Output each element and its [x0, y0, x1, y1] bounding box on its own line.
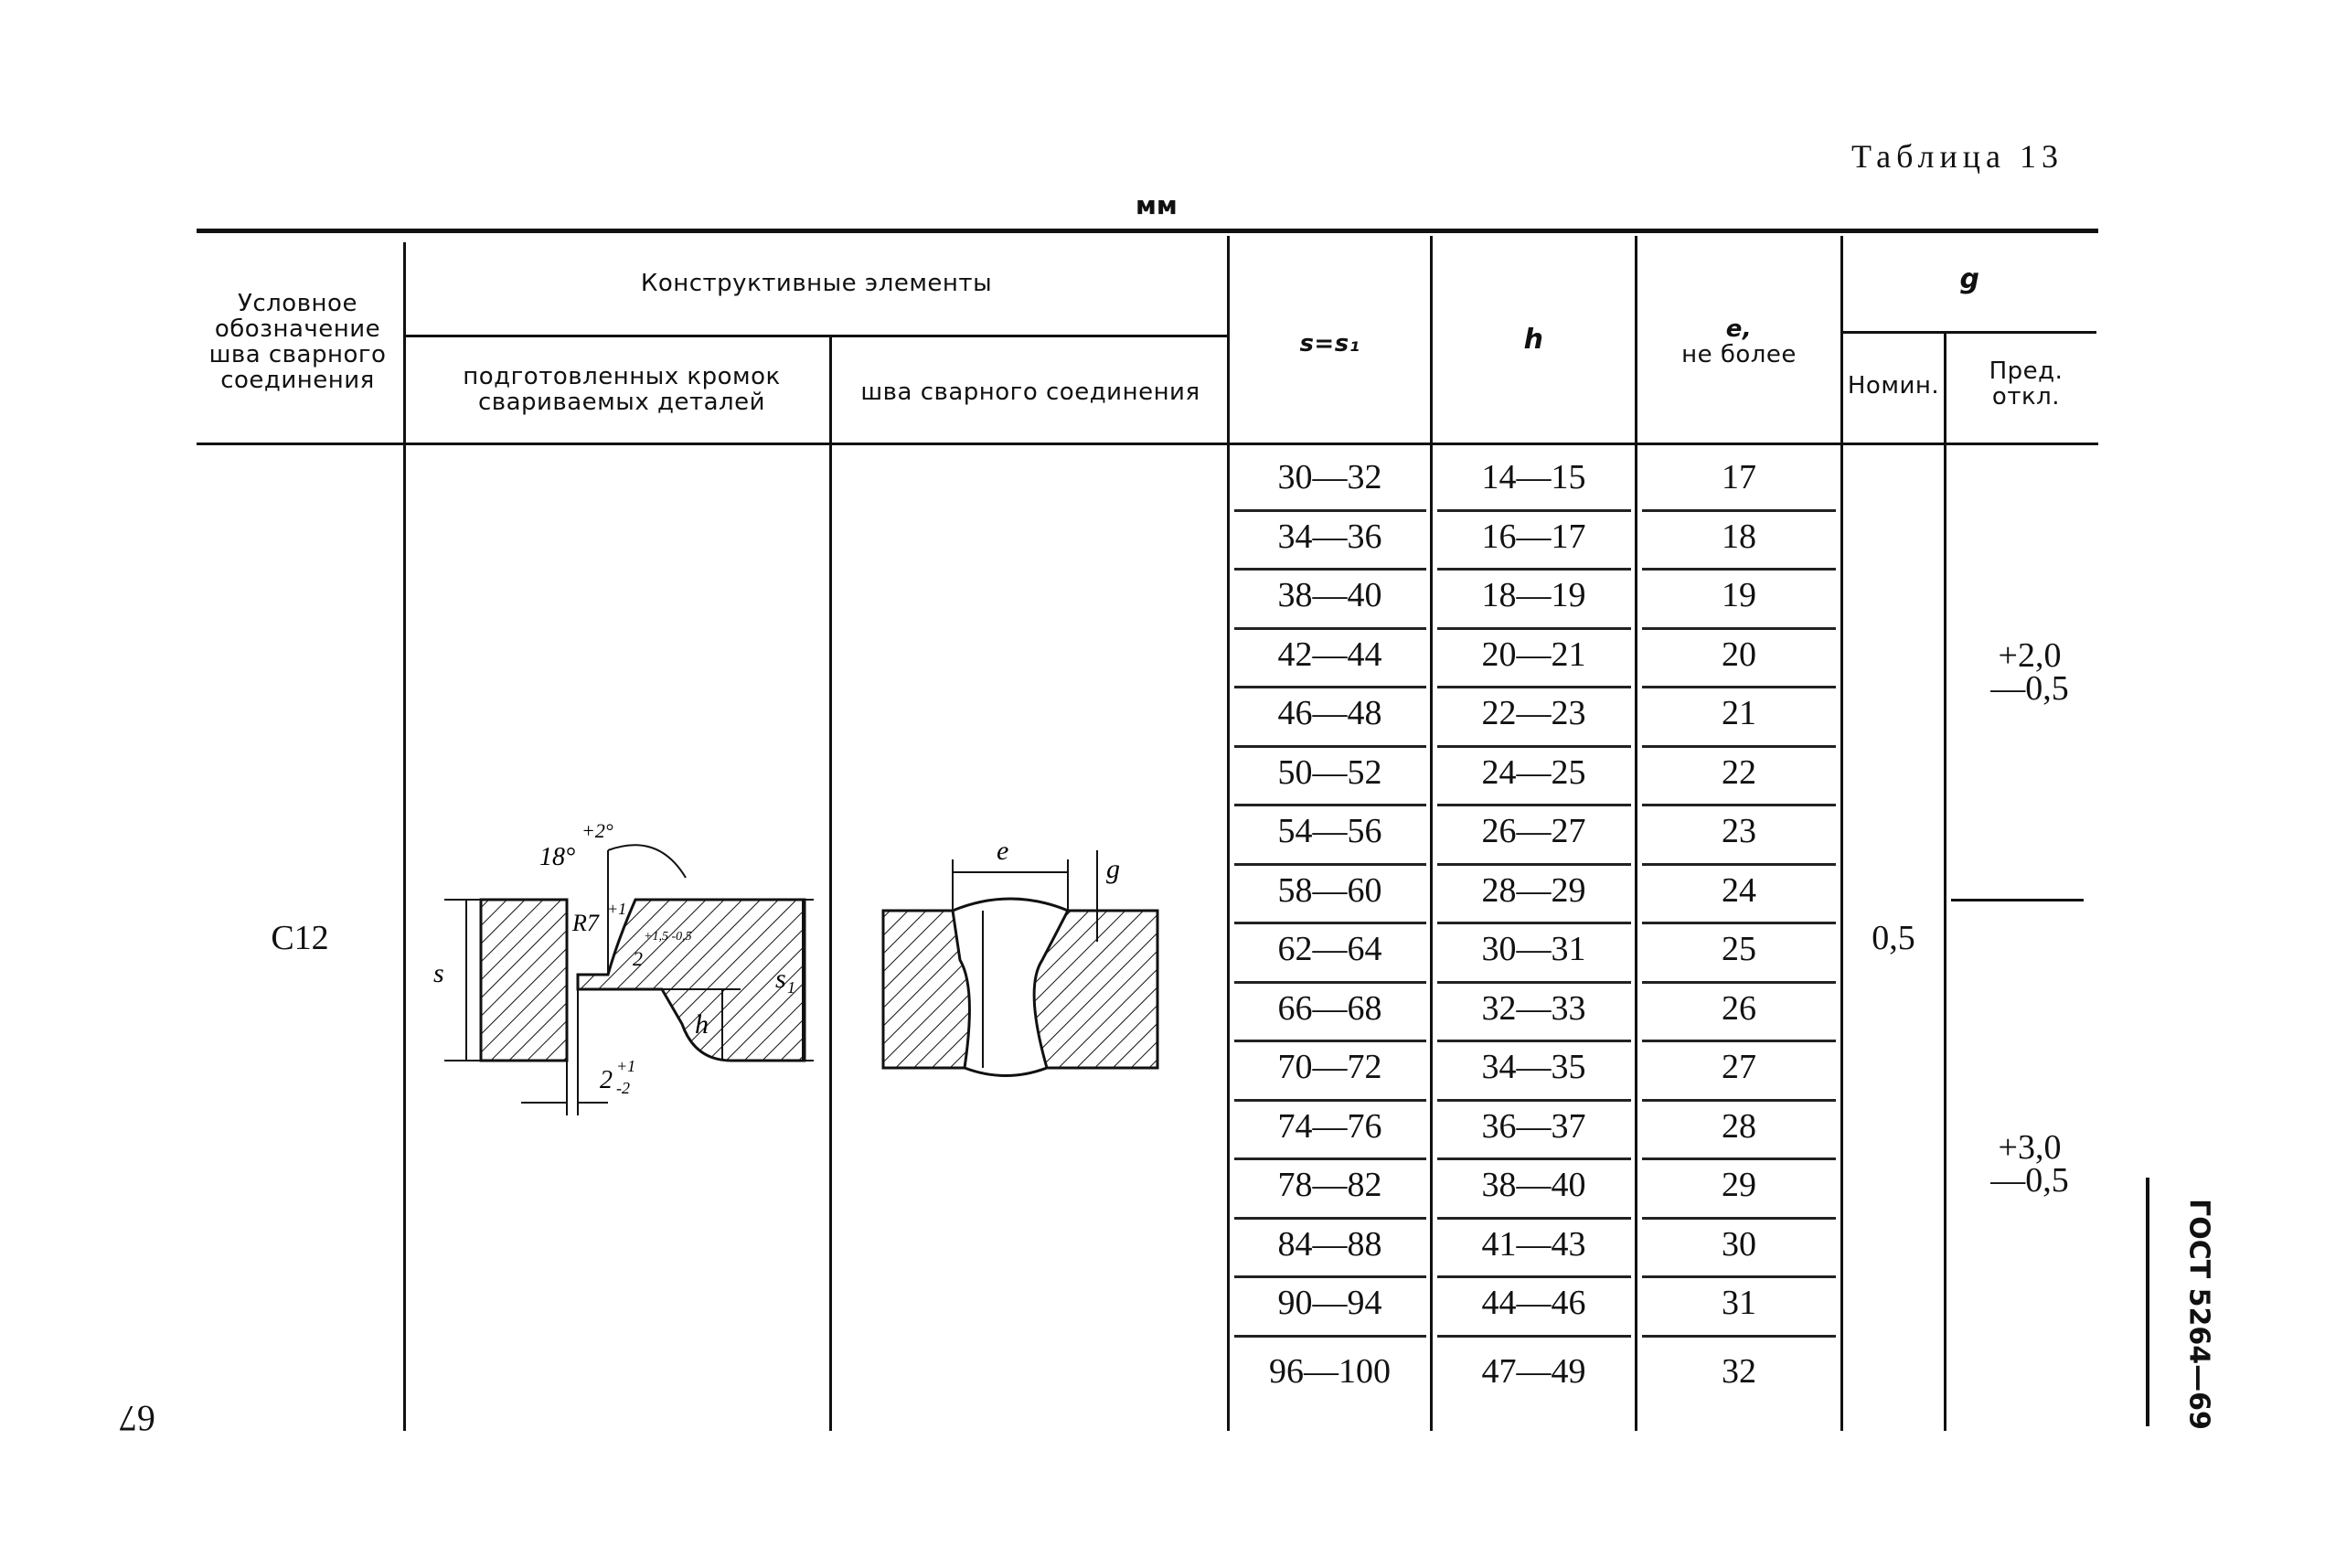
row-separator	[1234, 568, 1426, 571]
row-separator	[1642, 627, 1836, 630]
table-cell-s: 46—48	[1277, 694, 1382, 732]
row-separator	[1642, 922, 1836, 924]
row-separator	[1642, 804, 1836, 806]
row-separator	[1234, 863, 1426, 866]
row-separator	[1234, 686, 1426, 688]
table-cell-h: 22—23	[1481, 694, 1586, 732]
row-separator	[1234, 1157, 1426, 1160]
table-cell-e: 23	[1722, 812, 1756, 850]
row-separator	[1234, 1217, 1426, 1220]
row-separator	[1437, 1217, 1631, 1220]
drawing1-angle: 18°	[539, 843, 576, 871]
drawing1-radius: R7	[572, 910, 599, 936]
header-constructive: Конструктивные элементы	[640, 270, 993, 297]
row-separator	[1437, 1157, 1631, 1160]
g-dev-2-plus: +3,0	[1998, 1128, 2062, 1167]
header-g-deviation: Пред. откл.	[1989, 357, 2064, 411]
drawing1-gap: 2	[600, 1066, 613, 1094]
drawing1-h-label: h	[695, 1009, 709, 1040]
table-cell-s: 66—68	[1277, 988, 1382, 1028]
table-cell-h: 16—17	[1481, 517, 1586, 556]
table-cell-e: 17	[1722, 458, 1756, 496]
table-cell-h: 14—15	[1481, 458, 1586, 496]
row-separator	[1437, 745, 1631, 748]
table-cell-e: 30	[1722, 1224, 1756, 1264]
row-separator	[1234, 509, 1426, 512]
table-cell-e: 29	[1722, 1166, 1756, 1204]
row-separator	[1437, 1099, 1631, 1102]
table-cell-s: 90—94	[1277, 1284, 1382, 1322]
drawing1-gap-tol-plus: +1	[616, 1057, 636, 1075]
g-dev-1-plus: +2,0	[1998, 636, 2062, 675]
g-dev-2-minus: —0,5	[1990, 1161, 2069, 1200]
g-sub-rule	[1842, 331, 2096, 334]
table-cell-h: 26—27	[1481, 812, 1586, 850]
table-cell-h: 24—25	[1481, 752, 1586, 792]
header-bottom-rule	[197, 443, 2098, 445]
drawing1-gap-tol-minus: -2	[616, 1079, 630, 1097]
table-cell-h: 44—46	[1481, 1284, 1586, 1322]
row-separator	[1642, 1217, 1836, 1220]
header-prepared-edges: подготовленных кромок свариваемых деталей	[463, 363, 781, 416]
row-separator	[1437, 1040, 1631, 1042]
table-cell-e: 26	[1722, 988, 1756, 1028]
table-cell-s: 30—32	[1277, 458, 1382, 496]
weld-joint-drawing	[869, 823, 1170, 1088]
row-separator	[1642, 1275, 1836, 1278]
col-line-1	[403, 242, 406, 1431]
row-separator	[1642, 1040, 1836, 1042]
row-separator	[1437, 568, 1631, 571]
unit-label: мм	[1136, 190, 1178, 220]
table-cell-h: 32—33	[1481, 988, 1586, 1028]
designation-value: С12	[271, 919, 329, 957]
row-separator	[1437, 1335, 1631, 1338]
table-cell-h: 30—31	[1481, 930, 1586, 968]
g-nominal-value: 0,5	[1872, 919, 1915, 957]
table-title: Таблица 13	[1851, 138, 2064, 175]
table-cell-e: 20	[1722, 635, 1756, 674]
table-cell-s: 54—56	[1277, 812, 1382, 850]
table-cell-e: 18	[1722, 517, 1756, 556]
row-separator	[1234, 745, 1426, 748]
row-separator	[1234, 1099, 1426, 1102]
drawing1-radius-tol: +1	[607, 900, 627, 918]
row-separator	[1234, 922, 1426, 924]
row-separator	[1642, 981, 1836, 984]
table-cell-h: 28—29	[1481, 870, 1586, 910]
table-cell-e: 22	[1722, 752, 1756, 792]
row-separator	[1437, 1275, 1631, 1278]
prepared-edges-drawing	[421, 786, 823, 1134]
row-separator	[1234, 1275, 1426, 1278]
row-separator	[1642, 863, 1836, 866]
row-separator	[1234, 627, 1426, 630]
row-separator	[1234, 804, 1426, 806]
row-separator	[1437, 863, 1631, 866]
row-separator	[1437, 509, 1631, 512]
row-separator	[1642, 1335, 1836, 1338]
table-cell-s: 70—72	[1277, 1048, 1382, 1086]
table-cell-h: 47—49	[1481, 1351, 1586, 1391]
g-dev-separator	[1951, 899, 2084, 901]
header-weld-joint: шва сварного соединения	[860, 379, 1200, 406]
drawing1-land-tol: +1,5 -0,5	[644, 930, 692, 944]
table-cell-e: 19	[1722, 576, 1756, 614]
row-separator	[1437, 627, 1631, 630]
row-separator	[1437, 922, 1631, 924]
row-separator	[1642, 745, 1836, 748]
col-line-2	[829, 336, 832, 1431]
table-cell-e: 31	[1722, 1284, 1756, 1322]
constructive-sub-rule	[406, 335, 1227, 337]
table-cell-s: 50—52	[1277, 752, 1382, 792]
table-cell-s: 74—76	[1277, 1106, 1382, 1146]
row-separator	[1234, 1040, 1426, 1042]
table-cell-s: 34—36	[1277, 517, 1382, 556]
table-cell-s: 62—64	[1277, 930, 1382, 968]
table-cell-s: 84—88	[1277, 1224, 1382, 1264]
header-designation: Условное обозначение шва сварного соединения	[208, 290, 387, 394]
row-separator	[1642, 1099, 1836, 1102]
table-cell-e: 21	[1722, 694, 1756, 732]
table-cell-h: 18—19	[1481, 576, 1586, 614]
table-cell-s: 96—100	[1269, 1351, 1391, 1391]
header-s: s=s₁	[1299, 330, 1360, 357]
header-g-nominal: Номин.	[1847, 372, 1940, 400]
g-dev-1-minus: —0,5	[1990, 669, 2069, 708]
row-separator	[1437, 804, 1631, 806]
drawing2-g-label: g	[1106, 854, 1120, 884]
table-cell-e: 27	[1722, 1048, 1756, 1086]
table-cell-e: 32	[1722, 1351, 1756, 1391]
row-separator	[1234, 1335, 1426, 1338]
header-e-symbol: e,	[1725, 315, 1753, 343]
table-top-rule	[197, 229, 2098, 233]
row-separator	[1642, 686, 1836, 688]
table-cell-e: 24	[1722, 870, 1756, 910]
side-label-rule	[2146, 1178, 2149, 1426]
row-separator	[1437, 686, 1631, 688]
row-separator	[1642, 1157, 1836, 1160]
drawing1-land: 2	[633, 947, 643, 970]
drawing1-angle-tol: +2°	[581, 819, 613, 842]
table-cell-h: 34—35	[1481, 1048, 1586, 1086]
table-cell-s: 58—60	[1277, 870, 1382, 910]
header-h: h	[1523, 324, 1544, 356]
table-cell-h: 41—43	[1481, 1224, 1586, 1264]
table-cell-e: 28	[1722, 1106, 1756, 1146]
header-g: g	[1959, 263, 1980, 295]
table-cell-h: 36—37	[1481, 1106, 1586, 1146]
col-line-7	[1944, 333, 1946, 1431]
side-label: ГОСТ 5264—69	[2182, 1199, 2215, 1430]
table-cell-s: 42—44	[1277, 635, 1382, 674]
row-separator	[1642, 509, 1836, 512]
row-separator	[1234, 981, 1426, 984]
table-cell-h: 20—21	[1481, 635, 1586, 674]
table-cell-e: 25	[1722, 930, 1756, 968]
drawing2-e-label: e	[997, 836, 1009, 866]
table-cell-s: 78—82	[1277, 1166, 1382, 1204]
row-separator	[1642, 568, 1836, 571]
drawing1-s-label: s	[433, 958, 444, 988]
row-separator	[1437, 981, 1631, 984]
page-number: 67	[119, 1398, 155, 1439]
header-e-note: не более	[1681, 341, 1797, 368]
col-line-6	[1840, 236, 1843, 1431]
table-cell-h: 38—40	[1481, 1166, 1586, 1204]
drawing1-s1-label: s₁	[775, 964, 796, 994]
table-cell-s: 38—40	[1277, 576, 1382, 614]
